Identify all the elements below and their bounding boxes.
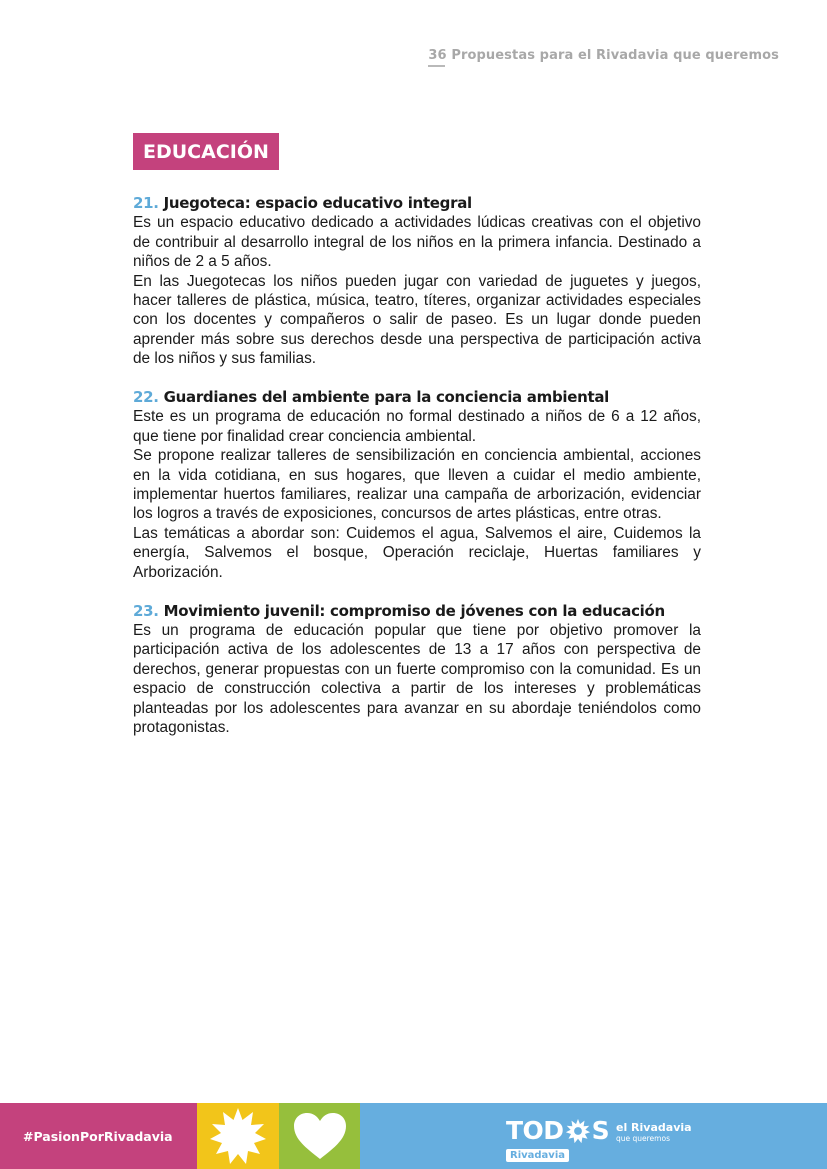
proposal-paragraph: Este es un programa de educación no formal destinado a niños de 6 a 12 años, que tiene por finalidad crear conciencia ambiental. xyxy=(133,408,701,445)
todos-wordmark xyxy=(506,1117,609,1145)
proposal-paragraph: Se propone realizar talleres de sensibilización en conciencia ambiental, acciones en la vida cotidiana, en sus hogares, que lleven a cuidar el medio ambiente, implementar huertos familiares, realizar una campaña de arborización, evidenciar los logros a través de exposiciones, concursos de artes plásticas, entre otras. xyxy=(133,447,701,523)
proposal-title xyxy=(133,194,701,213)
logo-text-left: TOD xyxy=(506,1116,564,1145)
todos-logo xyxy=(506,1117,609,1163)
running-header xyxy=(428,48,779,63)
heart-icon xyxy=(292,1111,348,1161)
logo-badge: Rivadavia xyxy=(506,1149,569,1162)
proposal-number: 23. xyxy=(133,601,159,620)
proposal-23 xyxy=(133,602,701,738)
proposal-number: 21. xyxy=(133,194,159,212)
logo-text-right: S xyxy=(591,1116,610,1145)
proposal-paragraph: En las Juegotecas los niños pueden jugar con variedad de juguetes y juegos, hacer talleres de plástica, música, teatro, títeres, organizar actividades especiales con los docentes y compañeros o salir de paseo. Es un lugar donde pueden aprender más sobre sus derechos desde una perspectiva de participación activa de los niños y sus familias. xyxy=(133,272,701,368)
page-number: 36 xyxy=(428,48,447,63)
brand-tagline xyxy=(616,1121,692,1143)
proposal-title xyxy=(133,388,701,407)
proposal-heading: Guardianes del ambiente para la conciencia ambiental xyxy=(163,388,610,407)
proposal-heading: Movimiento juvenil: compromiso de jóvenes con la educación xyxy=(163,601,665,620)
proposal-number: 22. xyxy=(133,388,159,407)
tagline-main: el Rivadavia xyxy=(616,1121,692,1134)
sun-icon xyxy=(208,1106,268,1166)
footer-band xyxy=(0,1103,827,1169)
header-title: Propuestas para el Rivadavia que queremos xyxy=(451,48,779,63)
footer-brand-block xyxy=(360,1103,827,1169)
proposal-title xyxy=(133,602,701,621)
footer-sun-block xyxy=(197,1103,279,1169)
tagline-sub: que queremos xyxy=(616,1134,670,1143)
footer-heart-block xyxy=(279,1103,360,1169)
proposal-paragraph: Es un programa de educación popular que tiene por objetivo promover la participación activa de los adolescentes de 13 a 17 años con perspectiva de derechos, generar propuestas con un fuerte compromiso con la comunidad. Es un espacio de construcción colectiva a partir de los intereses y problemáticas planteadas por los adolescentes para avanzar en su abordaje teniéndolos como protagonistas. xyxy=(133,621,701,736)
proposal-heading: Juegoteca: espacio educativo integral xyxy=(163,194,472,212)
logo-sun-icon xyxy=(565,1118,591,1144)
proposal-22 xyxy=(133,388,701,582)
section-title: EDUCACIÓN xyxy=(133,133,279,170)
proposal-paragraph: Las temáticas a abordar son: Cuidemos el agua, Salvemos el aire, Cuidemos la energía, Salvemos el bosque, Operación reciclaje, Huertas familiares y Arborización. xyxy=(133,524,701,581)
proposal-21 xyxy=(133,194,701,369)
proposal-paragraph: Es un espacio educativo dedicado a actividades lúdicas creativas con el objetivo de contribuir al desarrollo integral de los niños en la primera infancia. Destinado a niños de 2 a 5 años. xyxy=(133,214,701,271)
footer-hashtag: #PasionPorRivadavia xyxy=(0,1103,197,1169)
proposals-list xyxy=(133,194,701,757)
